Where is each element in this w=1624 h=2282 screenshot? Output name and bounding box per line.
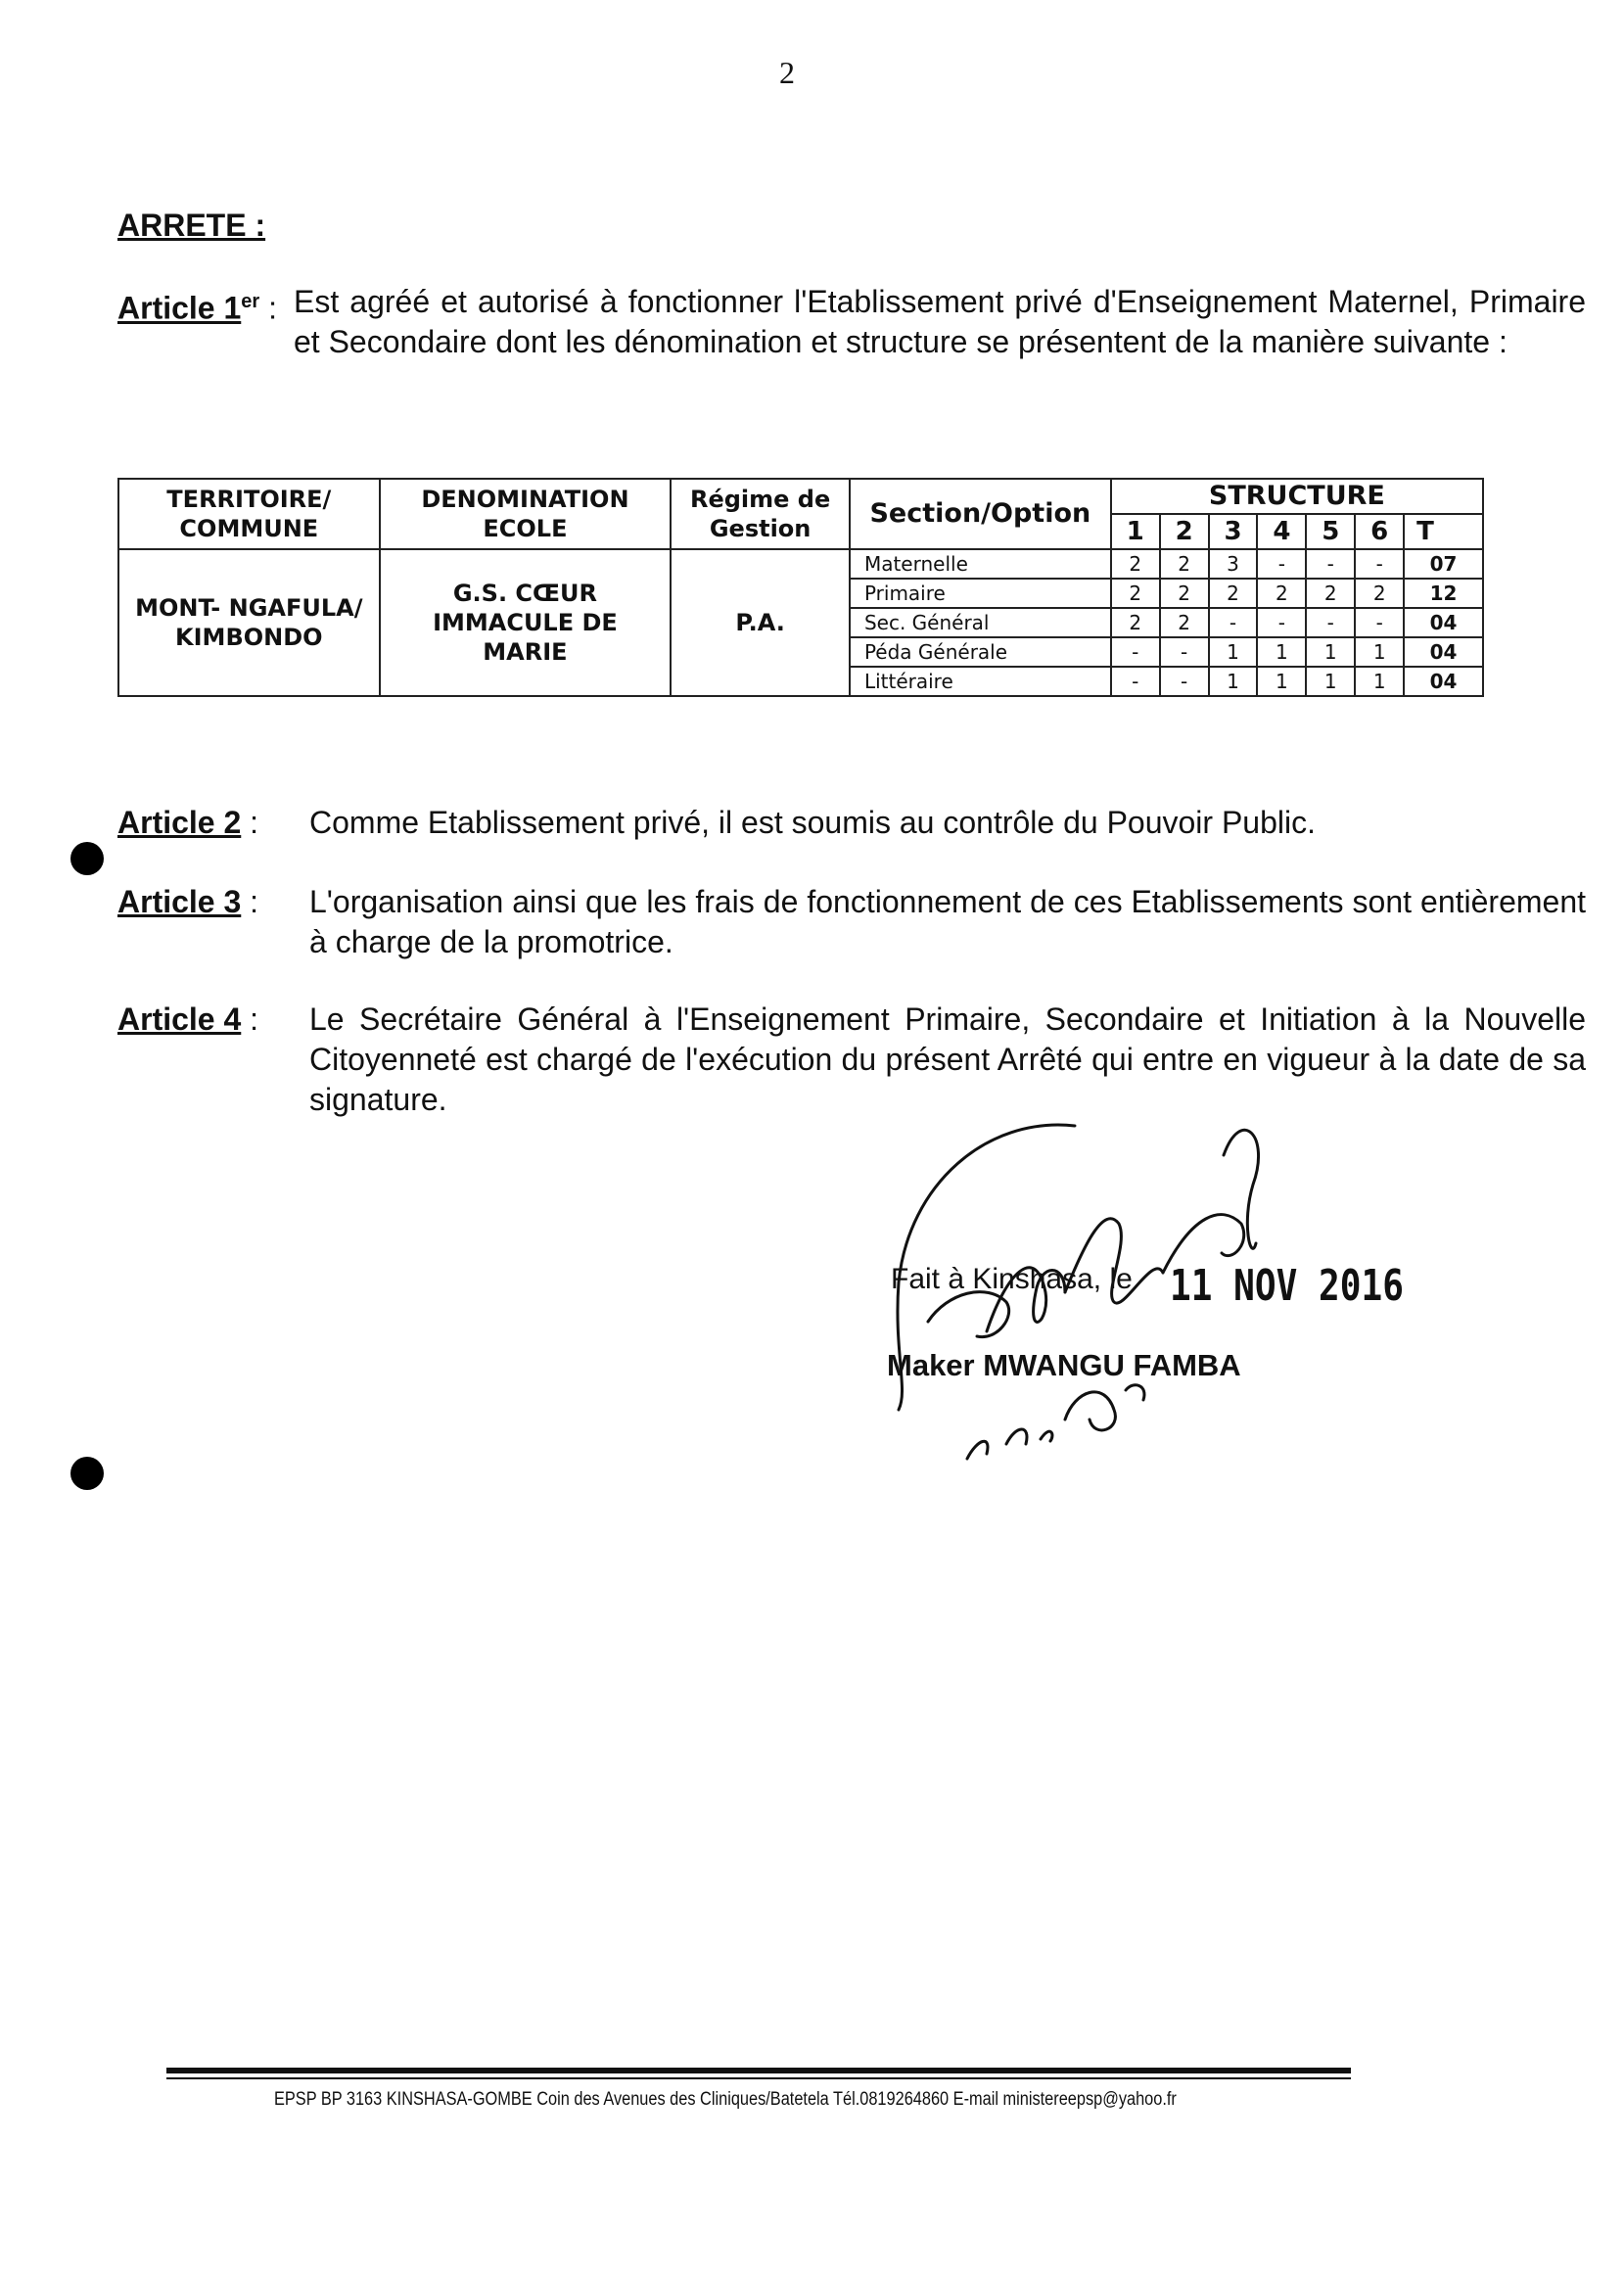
cell-denomination: G.S. CŒUR IMMACULE DE MARIE <box>380 549 672 696</box>
cell-option: Sec. Général <box>850 608 1111 637</box>
cell-value: - <box>1257 608 1306 637</box>
cell-option: Maternelle <box>850 549 1111 579</box>
cell-value: - <box>1209 608 1258 637</box>
article-4-text: Le Secrétaire Général à l'Enseignement Primaire, Secondaire et Initiation à la Nouvelle Citoyenneté est chargé de l'exécution du présent Arrêté qui entre en vigueur à la date de sa signature. <box>309 1001 1586 1117</box>
cell-value: 2 <box>1209 579 1258 608</box>
article-1-label: Article 1er : <box>117 290 277 326</box>
cell-value: - <box>1111 637 1160 667</box>
header-col-2: 2 <box>1160 514 1209 549</box>
signature-date-stamp: 11 NOV 2016 <box>1170 1261 1404 1311</box>
header-regime: Régime de Gestion <box>671 479 850 549</box>
header-col-total: T <box>1404 514 1483 549</box>
cell-value: 2 <box>1160 579 1209 608</box>
header-col-6: 6 <box>1355 514 1404 549</box>
cell-value: 1 <box>1257 637 1306 667</box>
cell-value: - <box>1160 637 1209 667</box>
cell-value: 1 <box>1209 637 1258 667</box>
cell-value: - <box>1355 608 1404 637</box>
cell-total: 12 <box>1404 579 1483 608</box>
cell-option: Littéraire <box>850 667 1111 696</box>
cell-value: 2 <box>1160 608 1209 637</box>
cell-value: 1 <box>1209 667 1258 696</box>
footer-rule-thin <box>166 2077 1351 2079</box>
header-section: Section/Option <box>850 479 1111 549</box>
header-col-4: 4 <box>1257 514 1306 549</box>
header-col-5: 5 <box>1306 514 1355 549</box>
punch-hole-mark <box>70 1457 104 1490</box>
article-1-text: Est agréé et autorisé à fonctionner l'Etablissement privé d'Enseignement Maternel, Primaire et Secondaire dont les dénomination et structure se présentent de la manière suivante : <box>294 284 1586 359</box>
decree-heading: ARRETE : <box>117 208 266 243</box>
structure-table <box>117 478 1484 697</box>
signatory-name: Maker MWANGU FAMBA <box>887 1348 1241 1382</box>
cell-value: 2 <box>1257 579 1306 608</box>
cell-total: 04 <box>1404 637 1483 667</box>
page-number: 2 <box>779 55 795 90</box>
cell-value: 1 <box>1306 667 1355 696</box>
header-territoire: TERRITOIRE/ COMMUNE <box>118 479 380 549</box>
header-denomination: DENOMINATION ECOLE <box>380 479 672 549</box>
footer-address: EPSP BP 3163 KINSHASA-GOMBE Coin des Avenues des Cliniques/Batetela Tél.0819264860 E-mail ministereepsp@yahoo.fr <box>274 2089 1177 2110</box>
signature-place: Fait à Kinshasa, le <box>891 1263 1133 1295</box>
article-3-label: Article 3 : <box>117 884 259 919</box>
cell-option: Primaire <box>850 579 1111 608</box>
cell-value: - <box>1306 608 1355 637</box>
table-row <box>118 549 1483 579</box>
article-4-label: Article 4 : <box>117 1001 259 1037</box>
cell-value: 2 <box>1306 579 1355 608</box>
cell-value: - <box>1257 549 1306 579</box>
cell-value: - <box>1160 667 1209 696</box>
cell-regime: P.A. <box>671 549 850 696</box>
cell-value: - <box>1111 667 1160 696</box>
header-col-1: 1 <box>1111 514 1160 549</box>
article-2-label: Article 2 : <box>117 805 259 840</box>
footer-rule <box>166 2068 1351 2073</box>
cell-value: - <box>1355 549 1404 579</box>
cell-value: 2 <box>1160 549 1209 579</box>
header-structure: STRUCTURE <box>1111 479 1483 514</box>
cell-total: 07 <box>1404 549 1483 579</box>
punch-hole-mark <box>70 842 104 875</box>
cell-total: 04 <box>1404 667 1483 696</box>
cell-value: 1 <box>1355 667 1404 696</box>
cell-value: - <box>1306 549 1355 579</box>
cell-value: 1 <box>1355 637 1404 667</box>
cell-value: 2 <box>1111 549 1160 579</box>
cell-total: 04 <box>1404 608 1483 637</box>
cell-territoire: MONT- NGAFULA/ KIMBONDO <box>118 549 380 696</box>
cell-value: 1 <box>1257 667 1306 696</box>
article-2-text: Comme Etablissement privé, il est soumis au contrôle du Pouvoir Public. <box>309 805 1316 840</box>
article-3-text: L'organisation ainsi que les frais de fonctionnement de ces Etablissements sont entièrement à charge de la promotrice. <box>309 884 1586 959</box>
cell-value: 2 <box>1355 579 1404 608</box>
cell-value: 2 <box>1111 579 1160 608</box>
cell-value: 3 <box>1209 549 1258 579</box>
cell-option: Péda Générale <box>850 637 1111 667</box>
cell-value: 2 <box>1111 608 1160 637</box>
header-col-3: 3 <box>1209 514 1258 549</box>
cell-value: 1 <box>1306 637 1355 667</box>
